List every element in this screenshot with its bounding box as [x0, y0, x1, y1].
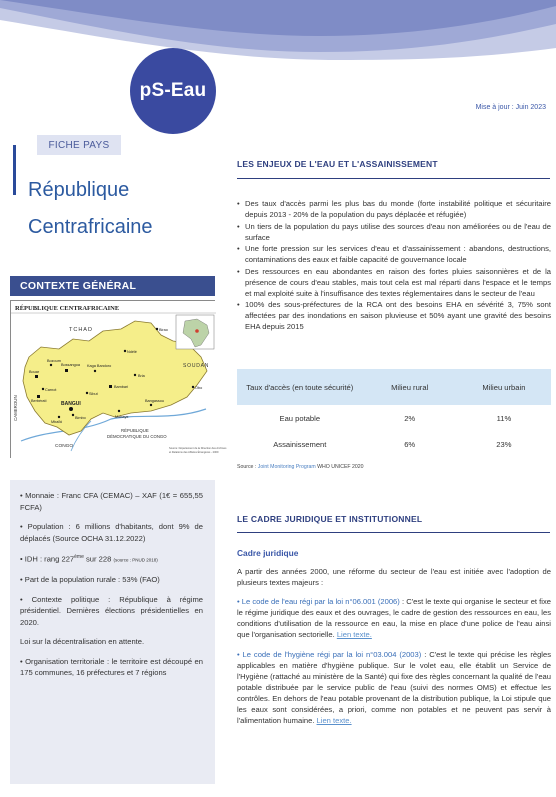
enjeux-item: • Des ressources en eau abondantes en raison des fortes pluies saisonnières et de la présence de cours d'eau stables, mais tout cela est mal réparti dans l'espace et le temps et mal exploité suite à l'insuffisance des textes réglementaires dans le secteur de l'eau — [237, 266, 551, 299]
pseau-logo — [130, 48, 216, 134]
table-header-cell: Milieu rural — [363, 369, 457, 405]
map-city-bozoum: Bozoum — [47, 359, 61, 363]
idh-prefix: • IDH : rang 227 — [20, 554, 75, 564]
jmp-link[interactable]: Joint Monitoring Program — [257, 464, 316, 470]
map-label-tchad: TCHAD — [69, 327, 93, 333]
map-city-mobaye: Mobaye — [115, 415, 129, 419]
map-label-congo: CONGO — [55, 444, 74, 449]
map-source-1: Source: Département de la Direction des Archives — [169, 447, 227, 450]
enjeux-item: • Des taux d'accès parmi les plus bas du monde (forte instabilité politique et sécuritaire depuis 2013 - 20% de la population du pays déplacée et réfugiée) — [237, 198, 551, 220]
update-date: Mise à jour : Juin 2023 — [475, 104, 546, 111]
table-cell: Assainissement — [273, 439, 327, 449]
table-cell: 2% — [404, 413, 416, 423]
table-cell: 6% — [404, 439, 416, 449]
source-suffix: WHO UNICEF 2020 — [315, 464, 364, 470]
map-source-2: et Relations des Affaires Étrangères - 2009 — [169, 451, 219, 454]
cadre-section-title: LE CADRE JURIDIQUE ET INSTITUTIONNEL — [237, 514, 423, 524]
source-prefix: Source : — [237, 464, 258, 470]
country-map — [10, 300, 227, 458]
map-city-berberati: Berbérati — [31, 399, 47, 403]
code-eau-title: • Le code de l'eau régi par la loi n°06.001 (2006) — [237, 597, 400, 607]
table-cell: Eau potable — [279, 413, 321, 423]
country-title — [28, 172, 218, 246]
idh-mid: sur 228 — [83, 554, 114, 564]
map-label-rdc-2: DÉMOCRATIQUE DU CONGO — [107, 434, 167, 439]
map-city-sibut: Sibut — [89, 392, 98, 396]
header-wave-band — [0, 0, 556, 100]
code-hyg-text: : C'est le texte qui précise les règles applicables en matière d'hygiène publique. Sur le volet eau, elle établit un Service de l'Hygiène (rattaché au ministère de la Santé) qui fixe des règles concernant la qualité de l'eau potable distribuée par le service public de l'eau (suivi des normes OMS) et effectue les contrôles. En dehors de l'eau potable provenant de la distribution publique, la Loi stipule que les eaux sont considérées, a priori, comme non potables et ne peuvent pas servir à l'alimentation humaine. — [237, 649, 552, 726]
cadre-code-eau — [237, 596, 551, 640]
context-rurale: • Part de la population rurale : 53% (FAO) — [20, 575, 160, 585]
context-monnaie: • Monnaie : Franc CFA (CEMAC) – XAF (1€ = 655,55 FCFA) — [20, 491, 203, 512]
context-list — [10, 480, 215, 784]
enjeux-item: • Une forte pression sur les services d'eau et d'assainissement : abandons, destructions, contaminations des eaux et faible capacité de gouvernance locale — [237, 243, 551, 265]
logo-text: pS-Eau — [139, 80, 207, 101]
table-source — [237, 464, 364, 470]
table-row — [237, 405, 551, 431]
context-politique: • Contexte politique : République à régime présidentiel. Dernières élections présidentielles en 2020. — [20, 594, 203, 627]
map-title: RÉPUBLIQUE CENTRAFRICAINE — [15, 305, 120, 312]
code-hyg-link[interactable]: Lien texte. — [316, 716, 352, 726]
table-cell: 11% — [496, 413, 512, 423]
context-decentralisation: Loi sur la décentralisation en attente. — [20, 637, 145, 647]
country-title-line1: République — [28, 179, 130, 201]
code-hyg-title: • Le code de l'hygiène régi par la loi n°03.004 (2003) — [237, 649, 422, 659]
table-header-cell: Taux d'accès (en toute sécurité) — [237, 369, 363, 405]
context-organisation: • Organisation territoriale : le territoire est découpé en 175 communes, 16 préfectures et 7 régions — [20, 656, 203, 678]
context-idh — [20, 552, 203, 566]
map-label-cameroun: CAMEROUN — [13, 395, 18, 421]
map-city-bimbo: Bimbo — [75, 416, 86, 420]
map-city-bossangoa: Bossangoa — [61, 363, 80, 367]
map-city-carnot: Carnot — [45, 388, 57, 392]
context-section-header: CONTEXTE GÉNÉRAL — [10, 276, 215, 296]
map-city-bria: Bria — [138, 374, 145, 378]
map-label-rdc-1: RÉPUBLIQUE — [121, 428, 149, 433]
cadre-subtitle: Cadre juridique — [237, 548, 299, 558]
enjeux-item: • 100% des sous-préfectures de la RCA ont des besoins EHA en sévérité 3, 75% sont affectées par des inondations en saison pluvieuse et 50% ayant une gravité des besoins EHA depuis 2015 — [237, 299, 551, 332]
idh-source: (source : PNUD 2018) — [113, 557, 158, 563]
access-rate-table — [237, 369, 551, 457]
table-row — [237, 431, 551, 457]
table-header-row — [237, 369, 551, 405]
cadre-intro: A partir des années 2000, une réforme du secteur de l'eau est initiée avec l'adoption de plusieurs textes majeurs : — [237, 567, 551, 588]
cadre-divider — [237, 532, 550, 533]
enjeux-divider — [237, 178, 550, 179]
map-city-kaga: Kaga Bandoro — [87, 364, 112, 368]
code-eau-text: : C'est le texte qui organise le secteur et fixe le régime juridique des eaux et des ouvrages, le cadre de gestion des ressources en eau, les conditions d'utilisation de la ressource en eau, la mise en place d'une police de l'eau ainsi que l'organisation sectorielle. — [237, 597, 551, 640]
map-city-bouar: Bouar — [29, 370, 40, 374]
enjeux-section-title: LES ENJEUX DE L'EAU ET L'ASSAINISSEMENT — [237, 159, 438, 169]
title-accent-bar — [13, 145, 16, 195]
map-city-bangassou: Bangassou — [145, 399, 164, 403]
fiche-pays-tag: FICHE PAYS — [37, 135, 121, 155]
cadre-code-hygiene — [237, 649, 551, 727]
map-city-bambari: Bambari — [114, 385, 129, 389]
country-title-line2: Centrafricaine — [28, 216, 153, 238]
map-city-mbaiki: Mbaïki — [51, 420, 63, 424]
idh-sup: ème — [74, 554, 84, 560]
table-header-cell: Milieu urbain — [457, 369, 551, 405]
map-city-bangui: BANGUI — [61, 401, 81, 407]
map-city-obo: Obo — [195, 386, 203, 390]
enjeux-list — [237, 198, 551, 333]
table-cell: 23% — [496, 439, 512, 449]
map-city-birao: Birao — [159, 328, 168, 332]
map-city-ndele: Ndélé — [127, 350, 137, 354]
map-label-soudan: SOUDAN — [183, 363, 210, 369]
context-population: • Population : 6 millions d'habitants, dont 9% de déplacés (Source OCHA 31.12.2022) — [20, 522, 203, 543]
code-eau-link[interactable]: Lien texte. — [336, 630, 372, 640]
cadre-body — [237, 566, 551, 734]
enjeux-item: • Un tiers de la population du pays utilise des sources d'eau non améliorées ou de l'eau de surface — [237, 221, 551, 243]
